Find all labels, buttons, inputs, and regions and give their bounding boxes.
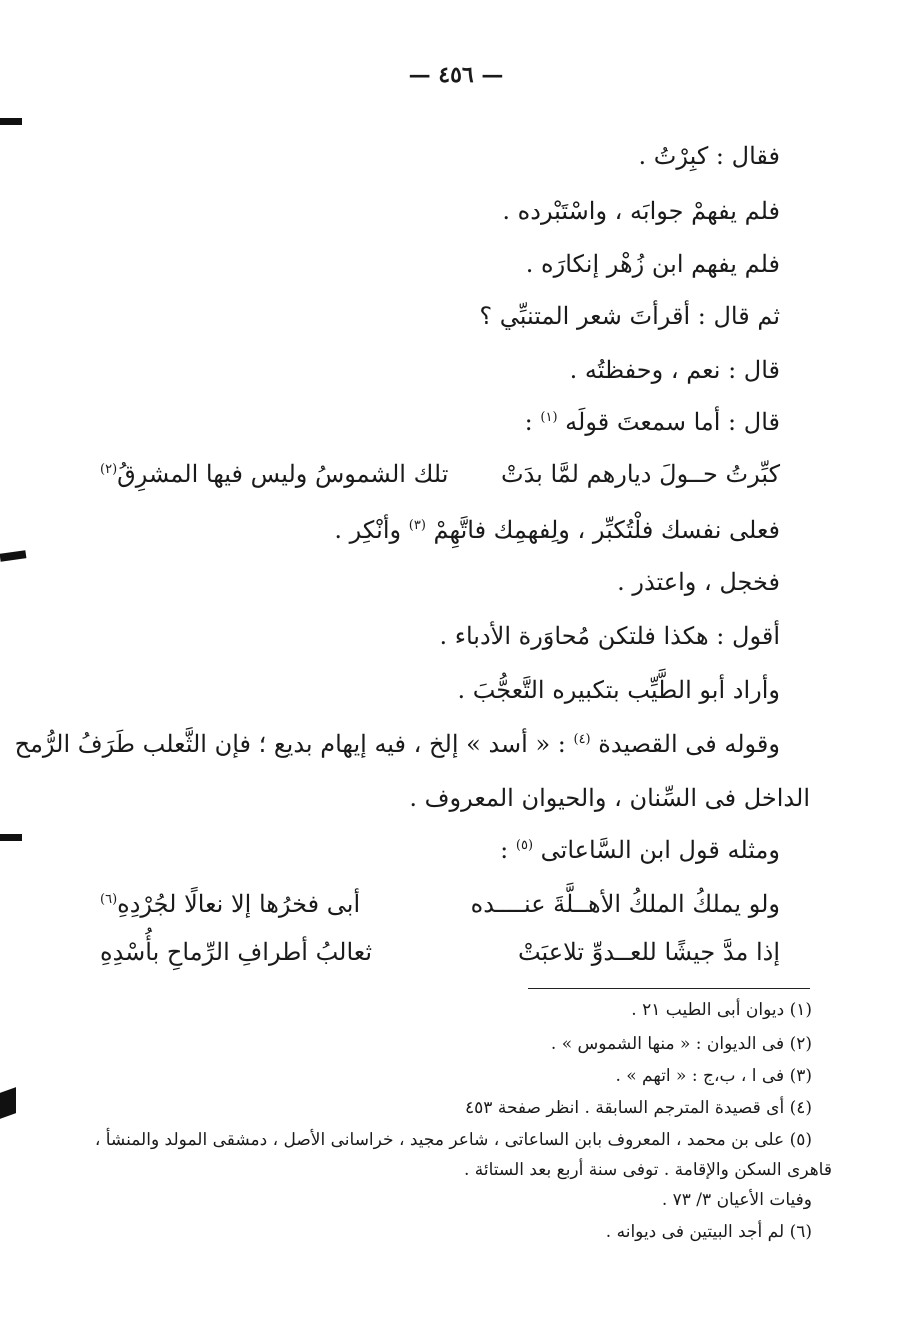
body-line: ثم قال : أقرأتَ شعر المتنبِّي ؟ <box>479 302 780 330</box>
body-line: فلم يفهم ابن زُهْر إنكارَه . <box>525 250 780 278</box>
body-line: فعلى نفسك فلْتُكبِّر ، ولِفهمِك فاتَّهِمْ $^{(٣)}$ وأنْكِر . <box>334 516 780 544</box>
body-line: فلم يفهمْ جوابَه ، واسْتَبْرده . <box>502 197 780 225</box>
footnote: (١) ديوان أبى الطيب ٢١ . <box>631 1000 812 1020</box>
scan-edge-mark <box>0 118 22 125</box>
scan-edge-mark <box>0 550 26 562</box>
body-line: الداخل فى السِّنان ، والحيوان المعروف . <box>409 784 810 812</box>
body-line: قال : أما سمعتَ قولَه $^{(١)}$ : <box>524 408 780 436</box>
verse-hemistich: كبِّرتُ حــولَ ديارهم لمَّا بدَتْ <box>500 460 780 488</box>
verse-hemistich: أبى فخرُها إلا نعالًا لجُرْدِهِ$^{(٦)}$ <box>100 890 361 918</box>
body-line: ومثله قول ابن السَّاعاتى $^{(٥)}$ : <box>500 836 780 864</box>
body-line: وأراد أبو الطَّيِّب بتكبيره التَّعجُّبَ . <box>457 676 780 704</box>
body-line: قال : نعم ، وحفظتُه . <box>569 356 780 384</box>
footnote-divider <box>528 988 810 989</box>
body-line: فقال : كبِرْتُ . <box>638 142 780 170</box>
verse-line <box>100 890 780 922</box>
footnote: (٦) لم أجد البيتين فى ديوانه . <box>605 1222 812 1242</box>
scan-edge-mark <box>0 1087 16 1119</box>
footnote: (٢) فى الديوان : « منها الشموس » . <box>550 1034 812 1054</box>
verse-line <box>100 938 780 970</box>
footnote: (٣) فى ا ، ب،ج : « اتهم » . <box>615 1066 812 1086</box>
footnote: (٤) أى قصيدة المترجم السابقة . انظر صفحة ٤٥٣ <box>465 1098 812 1118</box>
scan-edge-mark <box>0 834 22 841</box>
body-line: أقول : هكذا فلتكن مُحاوَرة الأدباء . <box>439 622 780 650</box>
verse-hemistich: تلك الشموسُ وليس فيها المشرِقُ$^{(٢)}$ <box>100 460 449 488</box>
footnote-ref: (٣) <box>408 518 426 533</box>
verse-hemistich: ولو يملكُ الملكُ الأهــلَّةَ عنــــده <box>470 890 780 918</box>
footnote-ref: (٢) <box>100 462 118 477</box>
footnote: (٥) على بن محمد ، المعروف بابن الساعاتى ، شاعر مجيد ، خراسانى الأصل ، دمشقى المولد والمنشأ ، <box>94 1130 812 1150</box>
page-number: — ٤٥٦ — <box>408 62 504 88</box>
footnote-ref: (٤) <box>573 732 591 747</box>
body-line: وقوله فى القصيدة $^{(٤)}$ : « أسد » إلخ ، فيه إيهام بديع ؛ فإن الثَّعلب طَرَفُ الرُّمح <box>14 730 780 758</box>
footnote-ref: (٥) <box>515 838 534 853</box>
footnote-ref: (١) <box>540 410 558 425</box>
verse-line <box>100 460 780 492</box>
body-line: فخجل ، واعتذر . <box>617 568 780 596</box>
footnote: قاهرى السكن والإقامة . توفى سنة أربع بعد الستائة . <box>463 1160 832 1180</box>
verse-hemistich: إذا مدَّ جيشًا للعــدوِّ تلاعبَتْ <box>517 938 780 966</box>
footnote: وفيات الأعيان ٣/ ٧٣ . <box>661 1190 812 1210</box>
footnote-ref: (٦) <box>100 892 118 907</box>
verse-hemistich: ثعالبُ أطرافِ الرِّماحِ بأُسْدِهِ <box>100 938 373 966</box>
